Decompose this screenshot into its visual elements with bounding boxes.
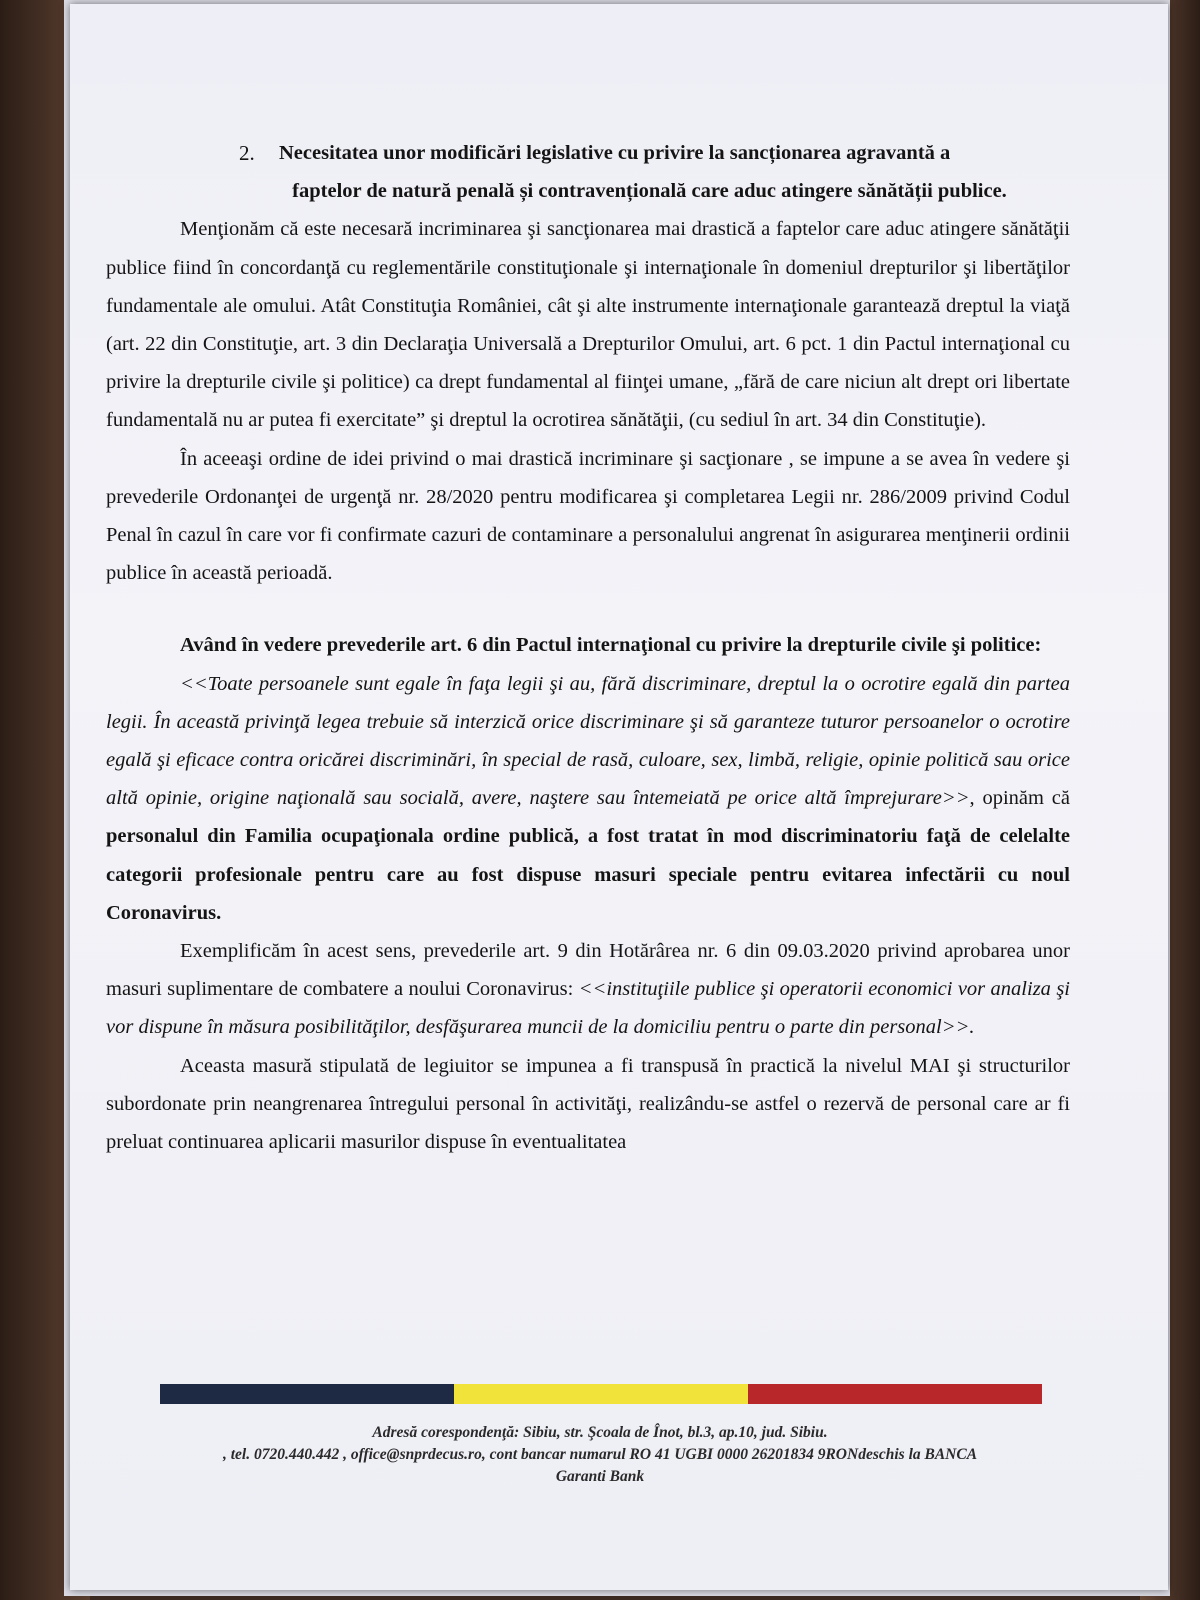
section-title-line1: Necesitatea unor modificări legislative cu privire la sancționarea agravantă a	[279, 142, 951, 164]
paragraph-4-mid: , opinăm că	[969, 787, 1070, 810]
paragraph-5-italic: <<instituţiile publice şi operatorii economici vor analiza şi vor dispune în măsura posibilităţilor, desfăşurarea muncii de la domiciliu pentru o parte din personal>>.	[106, 978, 1070, 1039]
paragraph-1: Menţionăm că este necesară incriminarea şi sancţionarea mai drastică a faptelor care aduc atingere sănătăţii publice fiind în concordanţă cu reglementările constituţionale şi internaţionale în domeniul drepturilor şi libertăţilor fundamentale ale omului. Atât Constituţia României, cât şi alte instrumente internaţionale garantează dreptul la viaţă (art. 22 din Constituţie, art. 3 din Declaraţia Universală a Drepturilor Omului, art. 6 pct. 1 din Pactul internaţional cu privire la drepturile civile şi politice) ca drept fundamental al fiinţei umane, „fără de care niciun alt drept ori libertate fundamentală nu ar putea fi exercitate” şi dreptul la ocrotirea sănătăţii, (cu sediul în art. 34 din Constituţie).	[106, 218, 1070, 432]
paragraph-6: Aceasta masură stipulată de legiuitor se impunea a fi transpusă în practică la nivelul MAI şi structurilor subordonate prin neangrenarea întregului personal în activităţi, realizându-se astfel o rezervă de personal care ar fi preluat continuarea aplicarii masurilor dispuse în eventualitatea	[106, 1054, 1070, 1154]
flag-red-segment	[748, 1384, 1042, 1404]
footer-address: Adresă corespondenţă: Sibiu, str. Şcoala de Înot, bl.3, ap.10, jud. Sibiu.	[372, 1424, 828, 1441]
paragraph-4	[106, 665, 1070, 932]
section-heading	[106, 134, 1070, 210]
paragraph-5	[106, 932, 1070, 1047]
document-body	[106, 130, 1070, 1161]
flag-blue-segment	[160, 1384, 454, 1404]
quote-text: <<Toate persoanele sunt egale în faţa legii şi au, fără discriminare, dreptul la o ocrotire egală din partea legii. În această privinţă legea trebuie să interzică orice discriminare şi să garanteze tuturor persoanelor o ocrotire egală şi eficace contra oricărei discriminări, în special de rasă, culoare, sex, limbă, religie, opinie politică sau orice altă opinie, origine naţională sau socială, avere, naştere sau întemeiată pe orice altă împrejurare>>	[106, 672, 1070, 810]
footer-contact: , tel. 0720.440.442 , office@snprdecus.ro, cont bancar numarul RO 41 UGBI 0000 26201834 9RONdeschis la BANCA	[222, 1446, 978, 1463]
paragraph-3	[106, 626, 1070, 664]
flag-yellow-segment	[454, 1384, 748, 1404]
tricolor-bar	[160, 1384, 1042, 1404]
letterhead-footer	[150, 1422, 1050, 1488]
footer-bank: Garanti Bank	[555, 1468, 645, 1485]
section-title-line2: faptelor de natură penală și contravențională care aduc atingere sănătății publice.	[292, 180, 1007, 203]
paragraph-3-bold: Având în vedere prevederile art. 6 din Pactul internaţional cu privire la drepturile civile şi politice:	[180, 634, 1042, 657]
paragraph-2: În aceeaşi ordine de idei privind o mai drastică incriminare şi sacţionare , se impune a se avea în vedere şi prevederile Ordonanţei de urgenţă nr. 28/2020 pentru modificarea şi completarea Legii nr. 286/2009 privind Codul Penal în cazul în care vor fi confirmate cazuri de contaminare a personalului angrenat în asigurarea menţinerii ordinii publice în această perioadă.	[106, 447, 1070, 585]
paragraph-4-bold: personalul din Familia ocupaţionala ordine publică, a fost tratat în mod discriminatoriu faţă de celelalte categorii profesionale pentru care au fost dispuse masuri speciale pentru evitarea infectării cu noul Coronavirus.	[106, 825, 1070, 924]
section-number: 2.	[239, 141, 255, 165]
paragraph-5-plain: Exemplificăm în acest sens, prevederile art. 9 din Hotărârea nr. 6 din 09.03.2020 privind aprobarea unor masuri suplimentare de combatere a noului Coronavirus:	[106, 940, 1070, 1001]
